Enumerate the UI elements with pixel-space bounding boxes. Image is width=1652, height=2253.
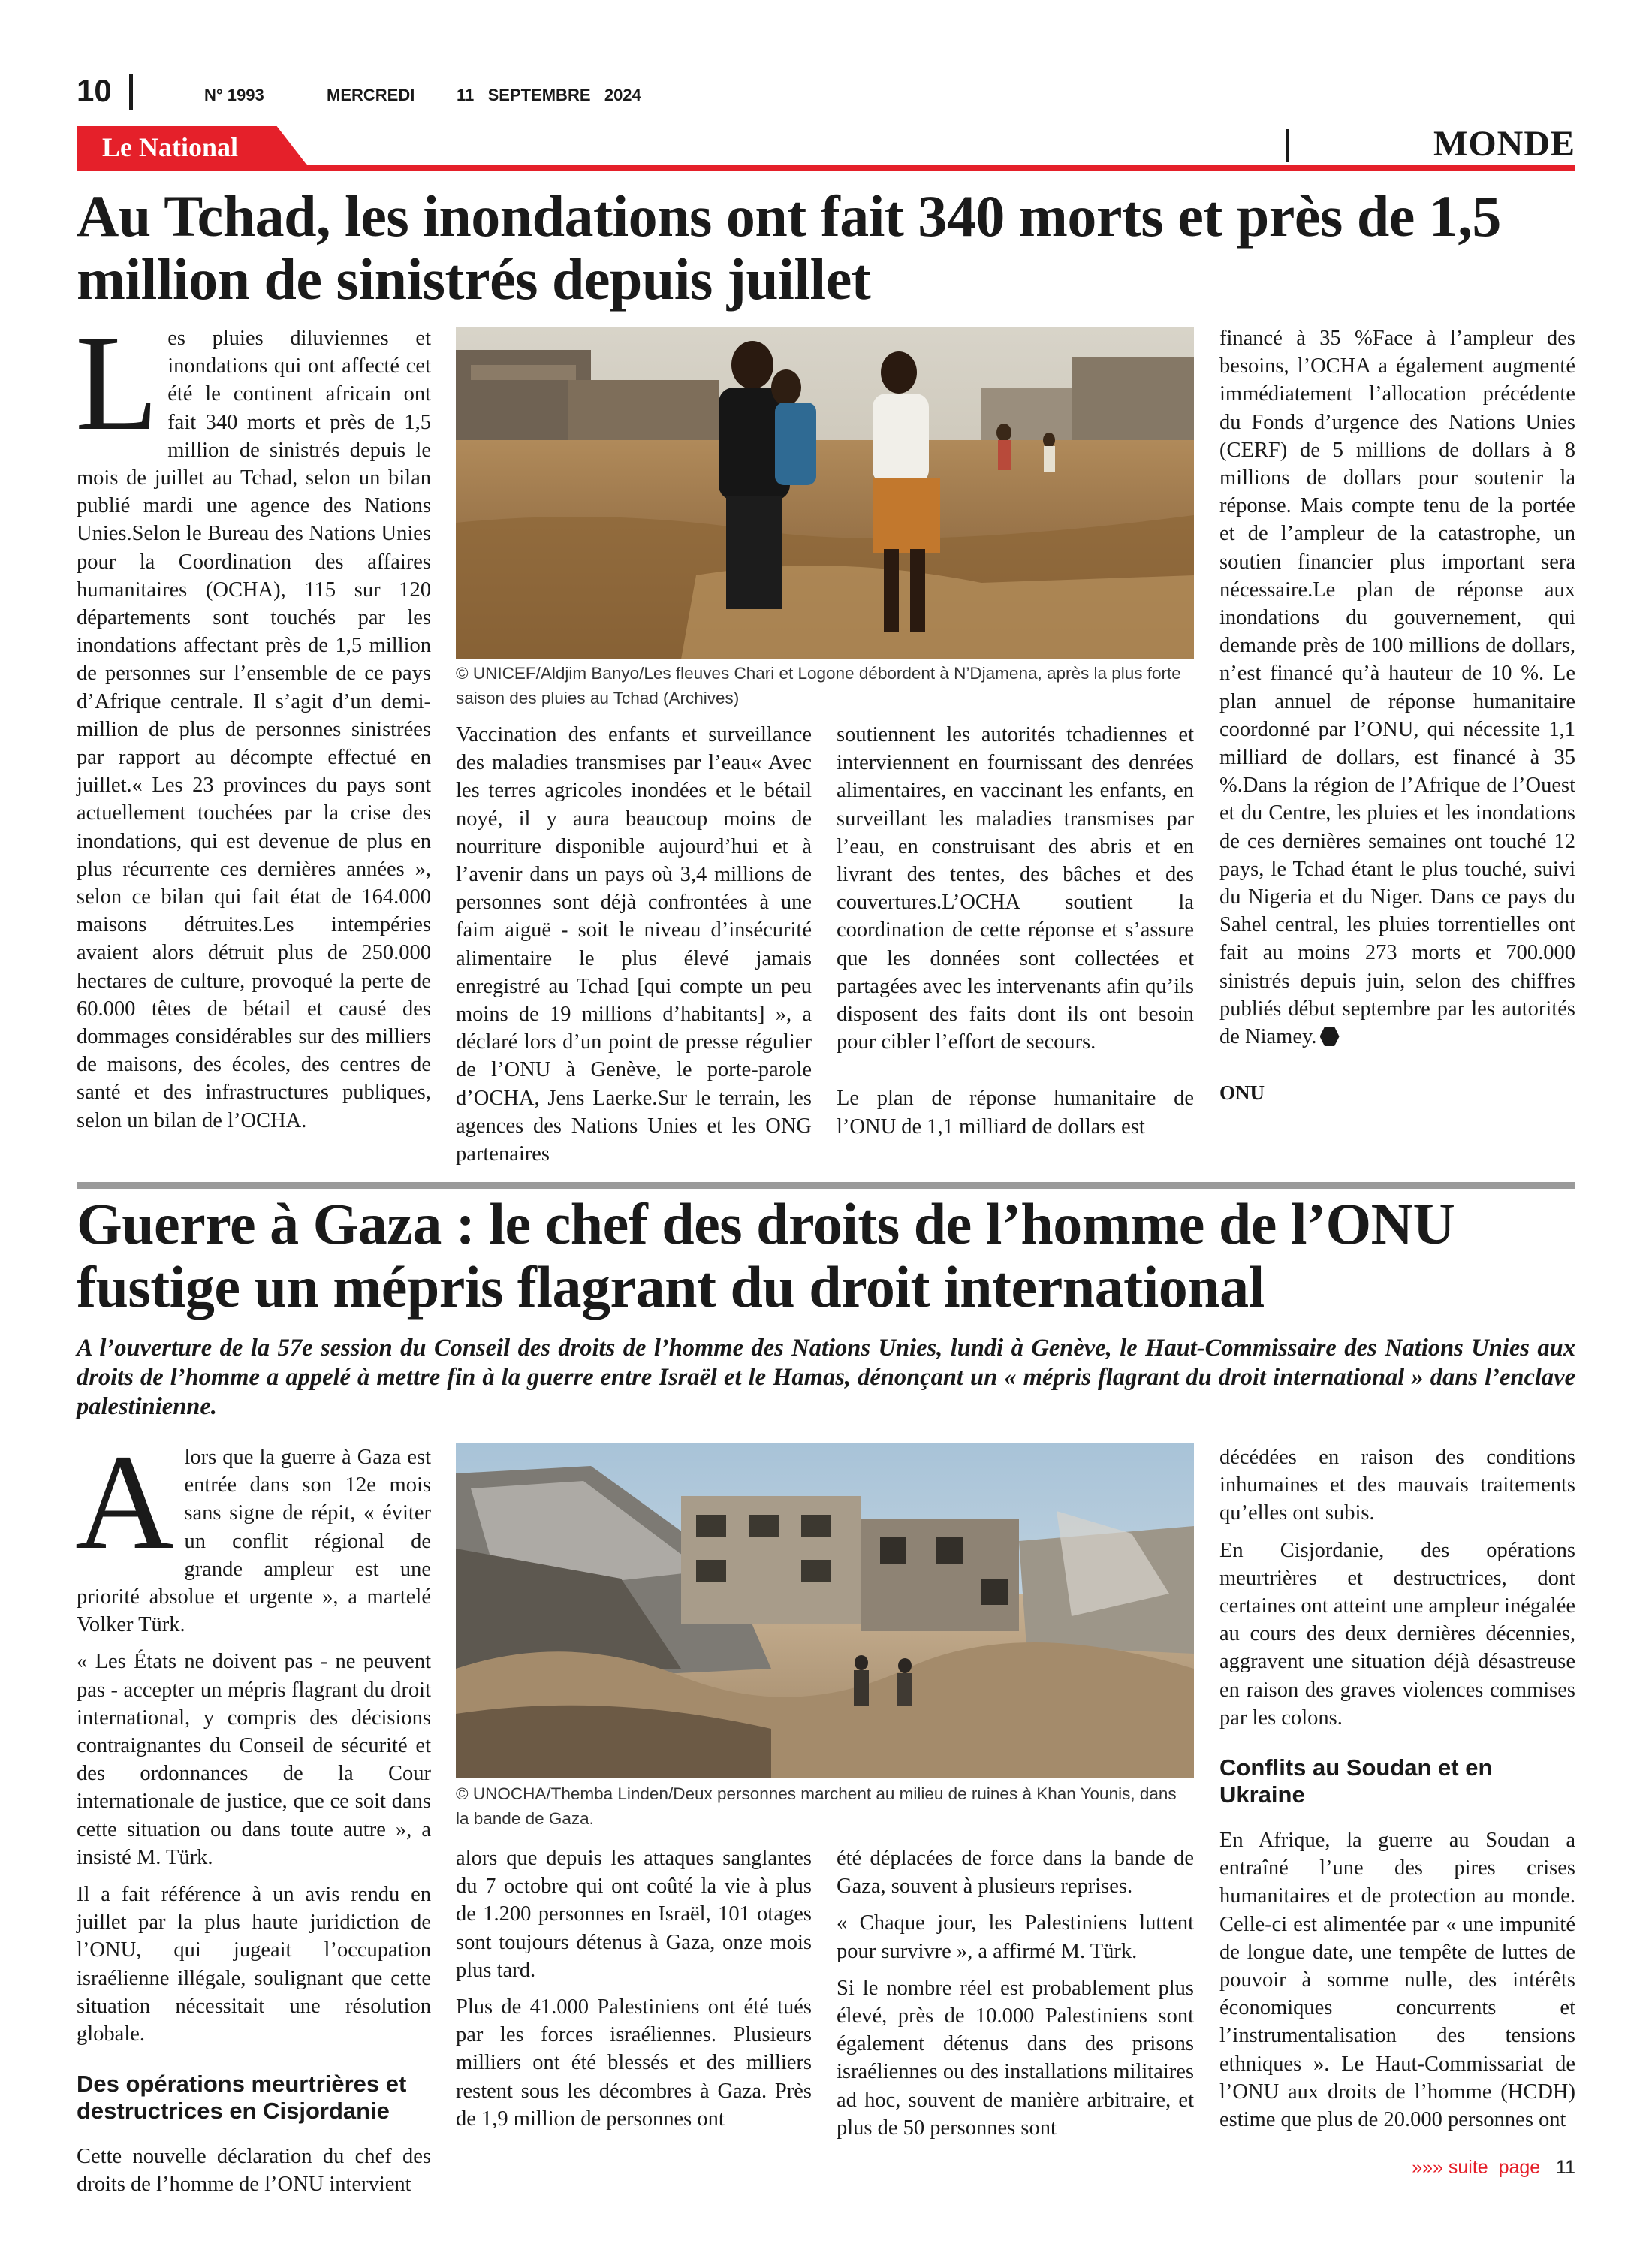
article1-col2 [456, 721, 812, 1168]
article2-lead: A l’ouverture de la 57e session du Conseil des droits de l’homme des Nations Unies, lundi à Genève, le Haut-Commissaire des Nations Unies aux droits de l’homme a appelé à mettre fin à la guerre entre Israël et le Hamas, dénonçant un « mépris flagrant du droit international » dans l’enclave palestinienne. [77, 1335, 1575, 1420]
issue-number: N° 1993 [204, 86, 264, 104]
article1-dropcap: L [75, 308, 159, 459]
flood-photo-caption: © UNICEF/Aldjim Banyo/Les fleuves Chari et Logone débordent à N’Djamena, après la plus forte saison des pluies au Tchad (Archives) [456, 664, 1181, 707]
ruins-photo-caption: © UNOCHA/Themba Linden/Deux personnes marchent au milieu de ruines à Khan Younis, dans la bande de Gaza. [456, 1784, 1177, 1828]
article2-dropcap: A [75, 1427, 174, 1578]
article1-col4 [1219, 324, 1575, 1107]
article2-col4-text-1: décédées en raison des conditions inhumaines et des mauvais traitements qu’elles ont subis. [1219, 1446, 1575, 1525]
article1-col3-text: soutiennent les autorités tchadiennes et interviennent en fournissant des denrées alimentaires, en vaccinant les enfants, en surveillant les maladies transmises par l’eau, en construisant des abris et en livrant des tentes, des bâches et des couvertures.L’OCHA soutient la coordination de cette réponse et s’assure que les données sont collectées et partagées avec les intervenants afin qu’ils disposent des faits dont ils ont besoin pour cibler l’effort de secours. [837, 723, 1194, 1054]
flood-photo [456, 327, 1194, 659]
header-rule-red [77, 165, 1575, 171]
logo-text: Le National [102, 132, 239, 162]
article2-col1-text-2: « Les États ne doivent pas - ne peuvent pas - accepter un mépris flagrant du droit international, y compris des décisions contraignantes du Conseil de sécurité et des ordonnances de la Cour internationale de justice, que ce soit dans cette situation ou dans toute autre », a insisté M. Türk. [77, 1650, 431, 1869]
article2-col2-text-1: alors que depuis les attaques sanglantes du 7 octobre qui ont coûté la vie à plus de 1.200 personnes en Israël, 101 otages sont toujours détenus à Gaza, onze mois plus tard. [456, 1847, 812, 1982]
article2-col3-text-1: été déplacées de force dans la bande de Gaza, souvent à plusieurs reprises. [837, 1847, 1194, 1899]
article1-col4-text-content: financé à 35 %Face à l’ampleur des besoins, l’OCHA a également augmenté immédiatement l’allocation précédente du Fonds d’urgence des Nations Unies (CERF) de 5 millions de dollars à 8 millions de dollars pour soutenir la réponse. Mais compte tenu de la portée et de l’ampleur de la catastrophe, un soutien financier plus important sera nécessaire.Le plan de réponse aux inondations du gouvernement, qui demande près de 100 millions de dollars, n’est financé qu’à hauteur de 10 %. Le plan annuel de réponse humanitaire coordonné par l’ONU, qui nécessite 1,1 milliard de dollars, est financé à 35 %.Dans la région de l’Afrique de l’Ouest et du Centre, les pluies et les inondations de ces dernières semaines ont touché 12 pays, le Tchad étant le plus touché, suivi du Nigeria et du Niger. Dans ce pays du Sahel central, les pluies torrentielles ont fait au moins 273 morts et 700.000 sinistrés depuis juin, selon des chiffres publiés début septembre par les autorités de Niamey. [1219, 327, 1575, 1049]
article1-col3 [837, 721, 1194, 1141]
continued-notice[interactable] [1412, 2155, 1575, 2179]
article2-col1-text-4: Cette nouvelle déclaration du chef des droits de l’homme de l’ONU intervient [77, 2145, 431, 2197]
article2-col2-text-2: Plus de 41.000 Palestiniens ont été tués par les forces israéliennes. Plusieurs milliers ont été blessés et des milliers restent sous les décombres à Gaza. Près de 1,9 million de personnes ont [456, 1995, 812, 2131]
article2-subheading-cisjordanie: Des opérations meurtrières et destructrices en Cisjordanie [77, 2071, 407, 2125]
section-label: MONDE [1433, 124, 1575, 164]
article2-subheading-soudan: Conflits au Soudan et en Ukraine [1219, 1754, 1493, 1808]
ruins-photo [456, 1443, 1194, 1778]
article2-col1 [75, 1427, 431, 2199]
article2-col4-text-3: En Afrique, la guerre au Soudan a entraîné l’une des pires crises humanitaires et de protection au monde. Celle-ci est alimentée par « une impunité de longue date, une tempête de luttes de pouvoir à somme nulle, des intérêts économiques concurrents et l’instrumentalisation des tensions ethniques ». Le Haut-Commissariat de l’ONU aux droits de l’homme (HCDH) estime que plus de 20.000 personnes ont [1219, 1829, 1575, 2132]
article2-col4 [1219, 1443, 1575, 2134]
article2-col2 [456, 1844, 812, 2133]
article2-col3-text-2: « Chaque jour, les Palestiniens luttent pour survivre », a affirmé M. Türk. [837, 1911, 1194, 1963]
continued-page-number: 11 [1556, 2157, 1575, 2178]
end-mark-icon [1320, 1027, 1340, 1046]
article1-signature: ONU [1219, 1081, 1265, 1105]
issue-day: MERCREDI [327, 86, 415, 104]
article1-col1 [75, 308, 431, 1135]
article2-col1-text-1: lors que la guerre à Gaza est entrée dans son 12e mois sans signe de répit, « éviter un conflit régional de grande ampleur est une priorité absolue et urgente », a martelé Volker Türk. [77, 1446, 431, 1637]
article1-col1-text: es pluies diluviennes et inondations qui ont affecté cet été le continent africain ont fait 340 morts et près de 1,5 million de sinistrés depuis le mois de juillet au Tchad, selon un bilan publié mardi une agence des Nations Unies.Selon le Bureau des Nations Unies pour la Coordination des affaires humanitaires (OCHA), 115 sur 120 départements sont touchés par les inondations affectant près de 1,5 million de personnes sur l’ensemble de ce pays d’Afrique centrale. Il s’agit d’un demi-million de plus de personnes sinistrées par rapport au décompte effectué en juillet.« Les 23 provinces du pays sont actuellement touchées par la crise des inondations, qui est devenue de plus en plus récurrente ces dernières années », selon ce bilan qui fait état de 164.000 maisons détruites.Les intempéries avaient alors détruit plus de 250.000 hectares de culture, provoqué la perte de 60.000 têtes de bétail et causé des dommages considérables sur des milliers de maisons, des écoles, des centres de santé et des infrastructures publiques, selon un bilan de l’OCHA. [77, 327, 431, 1133]
article2-title: Guerre à Gaza : le chef des droits de l’homme de l’ONU fustige un mépris flagrant du droit international [77, 1191, 1455, 1320]
article2-col3-text-3: Si le nombre réel est probablement plus élevé, près de 10.000 Palestiniens sont également détenus dans des prisons israéliennes ou des installations militaires ad hoc, souvent de manière arbitraire, et plus de 50 personnes sont [837, 1976, 1194, 2140]
issue-date: 11 SEPTEMBRE 2024 [457, 86, 641, 104]
arrows-icon: »»» [1412, 2157, 1443, 2178]
section-divider [1286, 129, 1289, 162]
article2-col1-text-3: Il a fait référence à un avis rendu en juillet par la plus haute juridiction de l’ONU, qui jugeait l’occupation israélienne illégale, soulignant que cette situation nécessitait une résolution globale. [77, 1883, 431, 2046]
continued-label: suite page [1448, 2157, 1541, 2178]
ruins-photo-image [456, 1443, 1194, 1778]
article1-col3-text-2: Le plan de réponse humanitaire de l’ONU de 1,1 milliard de dollars est [837, 1087, 1194, 1139]
article1-title: Au Tchad, les inondations ont fait 340 morts et près de 1,5 million de sinistrés depuis juillet [77, 183, 1501, 312]
page-number: 10 [77, 73, 112, 108]
flood-photo-image [456, 327, 1194, 659]
article-separator [77, 1182, 1575, 1189]
header-divider [129, 74, 133, 110]
article2-col3 [837, 1844, 1194, 2142]
article1-col2-text: Vaccination des enfants et surveillance des maladies transmises par l’eau« Avec les terres agricoles inondées et le bétail noyé, il y aura beaucoup moins de nourriture disponible aujourd’hui et à l’avenir dans un pays où 3,4 millions de personnes sont déjà confrontées à une faim aiguë - soit le niveau d’insécurité alimentaire le plus élevé jamais enregistré au Tchad [qui compte un peu moins de 19 millions d’habitants] », a déclaré lors d’un point de presse régulier de l’ONU à Genève, le porte-parole d’OCHA, Jens Laerke.Sur le terrain, les agences des Nations Unies et les ONG partenaires [456, 723, 812, 1166]
article2-col4-text-2: En Cisjordanie, des opérations meurtrières et destructrices, dont certaines ont atteint une ampleur inégalée au cours des deux dernières décennies, aggravent une situation déjà désastreuse en raison des graves violences commises par les colons. [1219, 1538, 1575, 1730]
article1-col4-text [1219, 324, 1575, 1051]
